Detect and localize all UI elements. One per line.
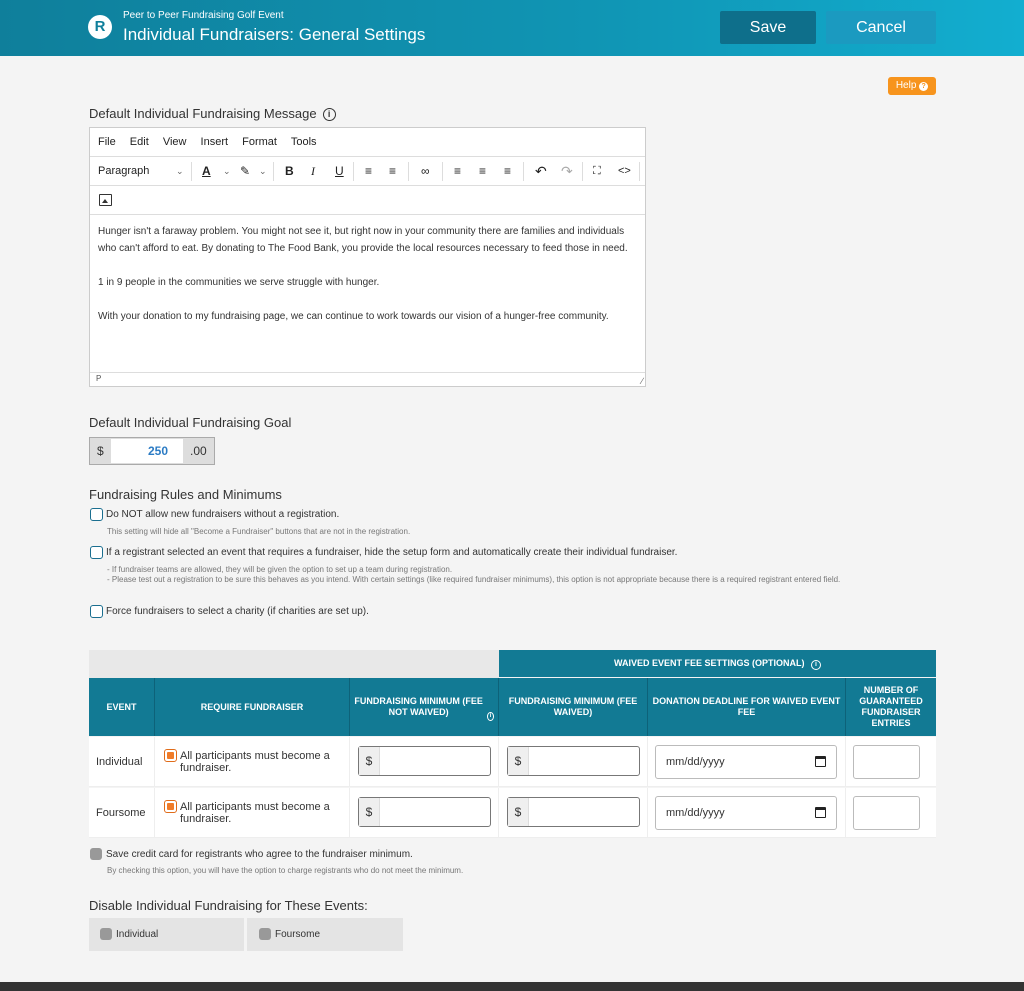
resize-handle-icon[interactable]: ∕ — [641, 376, 643, 386]
menu-tools[interactable]: Tools — [290, 136, 317, 148]
currency-prefix: $ — [508, 798, 529, 826]
align-right-icon[interactable]: ≡ — [504, 164, 512, 178]
editor-content[interactable] — [90, 215, 645, 325]
event-name: Foursome — [96, 807, 146, 819]
message-paragraph-1: Hunger isn't a faraway problem. You might not see it, but right now in your community there are families and individuals who can't afford to eat. By donating to The Food Bank, you provide the local resources necessary to feed those in need. — [98, 226, 628, 254]
save-button[interactable]: Save — [720, 11, 816, 44]
underline-icon[interactable]: U — [335, 164, 344, 178]
menu-format[interactable]: Format — [242, 136, 277, 148]
cents-suffix: .00 — [190, 444, 207, 458]
date-placeholder: mm/dd/yyyy — [666, 807, 725, 819]
guaranteed-entries-input[interactable] — [853, 745, 920, 779]
min-waived-input[interactable] — [507, 797, 640, 827]
rich-text-editor — [89, 127, 646, 387]
disable-individual-label: Individual — [116, 929, 159, 940]
menu-edit[interactable]: Edit — [129, 136, 149, 148]
info-icon[interactable]: i — [811, 660, 821, 670]
link-icon[interactable]: ∞ — [421, 164, 430, 178]
message-section-title — [89, 106, 336, 121]
rule1-checkbox[interactable] — [90, 508, 103, 521]
rule2-label: If a registrant selected an event that requires a fundraiser, hide the setup form and automatically create their individual fundraiser. — [106, 547, 678, 558]
disable-foursome-label: Foursome — [275, 929, 321, 940]
min-not-waived-input[interactable] — [358, 746, 491, 776]
col-min-not-waived-text: FUNDRAISING MINIMUM (FEE NOT WAIVED) — [354, 696, 483, 717]
save-credit-card-label: Save credit card for registrants who agree to the fundraiser minimum. — [106, 849, 413, 860]
block-format-select[interactable] — [98, 157, 188, 186]
rule2-note-1: - If fundraiser teams are allowed, they will be given the option to set up a team during registration. — [107, 565, 453, 574]
rules-section-title: Fundraising Rules and Minimums — [89, 487, 282, 502]
deadline-date-input[interactable] — [655, 796, 837, 830]
editor-menubar — [90, 128, 645, 157]
align-center-icon[interactable]: ≡ — [479, 164, 487, 178]
fullscreen-icon[interactable]: ⛶ — [593, 165, 601, 177]
goal-section-title: Default Individual Fundraising Goal — [89, 415, 292, 430]
currency-prefix: $ — [97, 444, 104, 458]
info-icon[interactable]: i — [323, 108, 336, 121]
rule1-label: Do NOT allow new fundraisers without a registration. — [106, 509, 340, 520]
source-code-icon[interactable]: <> — [618, 165, 631, 177]
bullet-list-icon[interactable]: ≡ — [365, 164, 373, 178]
currency-prefix: $ — [508, 747, 529, 775]
calendar-icon[interactable] — [815, 756, 826, 767]
help-label: Help — [895, 80, 917, 91]
message-paragraph-3: With your donation to my fundraising page, we can continue to work towards our vision of a hunger-free community. — [98, 311, 609, 322]
col-header-min-not-waived — [350, 678, 499, 736]
goal-input-group — [89, 437, 215, 465]
require-fundraiser-checkbox[interactable] — [164, 749, 177, 762]
min-waived-input[interactable] — [507, 746, 640, 776]
table-row — [89, 788, 936, 838]
calendar-icon[interactable] — [815, 807, 826, 818]
save-credit-card-note: By checking this option, you will have the option to charge registrants who do not meet the minimum. — [107, 866, 464, 875]
help-button[interactable] — [888, 77, 936, 95]
image-icon[interactable] — [99, 194, 112, 206]
editor-toolbar-row2 — [90, 186, 645, 215]
page-title: Individual Fundraisers: General Settings — [123, 25, 426, 44]
cancel-button[interactable]: Cancel — [826, 11, 936, 44]
page-subtitle: Peer to Peer Fundraising Golf Event — [123, 10, 284, 21]
col-header-min-waived: FUNDRAISING MINIMUM (FEE WAIVED) — [499, 678, 648, 736]
menu-file[interactable]: File — [98, 136, 116, 148]
chevron-down-icon[interactable]: ⌄ — [259, 166, 267, 176]
event-name: Individual — [96, 756, 143, 768]
rule2-note-2: - Please test out a registration to be sure this behaves as you intend. With certain settings (like required fundraiser minimums), this option is not appropriate because there is a required registrant entered field. — [107, 575, 841, 584]
table-row — [89, 737, 936, 787]
footer-bar — [0, 982, 1024, 991]
menu-insert[interactable]: Insert — [200, 136, 229, 148]
editor-toolbar — [90, 157, 645, 186]
waived-fee-header-text: WAIVED EVENT FEE SETTINGS (OPTIONAL) — [613, 658, 805, 668]
require-fundraiser-checkbox[interactable] — [164, 800, 177, 813]
menu-view[interactable]: View — [162, 136, 187, 148]
highlight-color-icon[interactable]: ✎ — [240, 164, 251, 178]
rule2-checkbox[interactable] — [90, 546, 103, 559]
bold-icon[interactable]: B — [285, 164, 294, 178]
disable-event-foursome[interactable] — [247, 918, 403, 951]
chevron-down-icon: ⌄ — [176, 166, 184, 176]
goal-input[interactable]: 250 — [111, 439, 183, 463]
save-credit-card-checkbox[interactable] — [90, 848, 102, 860]
currency-prefix: $ — [359, 747, 380, 775]
currency-prefix: $ — [359, 798, 380, 826]
info-icon[interactable]: i — [487, 712, 494, 721]
col-header-entries: NUMBER OF GUARANTEED FUNDRAISER ENTRIES — [846, 678, 936, 736]
message-paragraph-2: 1 in 9 people in the communities we serve struggle with hunger. — [98, 277, 380, 288]
element-path: P — [96, 374, 102, 383]
rule1-note: This setting will hide all "Become a Fundraiser" buttons that are not in the registration. — [107, 527, 411, 536]
disable-section-title: Disable Individual Fundraising for These Events: — [89, 898, 368, 913]
text-color-icon[interactable]: A — [202, 164, 211, 178]
redo-icon[interactable]: ↷ — [561, 163, 573, 179]
col-header-require: REQUIRE FUNDRAISER — [155, 678, 350, 736]
col-header-event: EVENT — [89, 678, 155, 736]
min-not-waived-input[interactable] — [358, 797, 491, 827]
disable-foursome-checkbox[interactable] — [259, 928, 271, 940]
disable-individual-checkbox[interactable] — [100, 928, 112, 940]
question-icon: ? — [919, 82, 928, 91]
deadline-date-input[interactable] — [655, 745, 837, 779]
rule3-label: Force fundraisers to select a charity (if charities are set up). — [106, 606, 369, 617]
rule3-checkbox[interactable] — [90, 605, 103, 618]
require-fundraiser-label: All participants must become a fundraiser. — [180, 750, 330, 774]
chevron-down-icon[interactable]: ⌄ — [223, 166, 231, 176]
guaranteed-entries-input[interactable] — [853, 796, 920, 830]
col-header-deadline: DONATION DEADLINE FOR WAIVED EVENT FEE — [648, 678, 846, 736]
block-format-value: Paragraph — [98, 165, 150, 177]
waived-fee-header — [499, 650, 936, 677]
undo-icon[interactable]: ↶ — [535, 163, 547, 179]
date-placeholder: mm/dd/yyyy — [666, 756, 725, 768]
editor-statusbar — [90, 372, 645, 386]
numbered-list-icon[interactable]: ≡ — [389, 164, 397, 178]
message-title-text: Default Individual Fundraising Message — [89, 106, 317, 121]
top-header — [0, 0, 1024, 56]
logo-icon: R — [88, 15, 112, 39]
italic-icon[interactable]: I — [311, 164, 315, 178]
disable-event-individual[interactable] — [89, 918, 244, 951]
require-fundraiser-label: All participants must become a fundraiser. — [180, 801, 330, 825]
align-left-icon[interactable]: ≡ — [454, 164, 462, 178]
table-spacer-header — [89, 650, 499, 678]
